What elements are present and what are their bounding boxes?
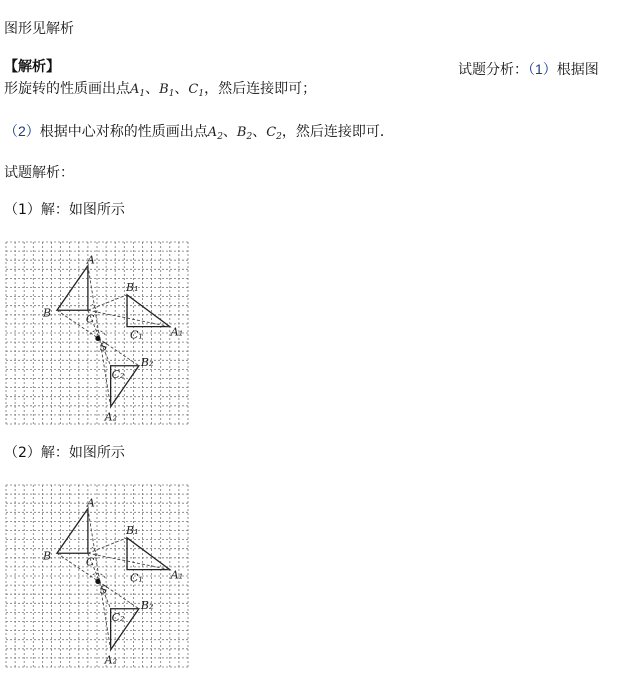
label-a2: A₂ [104, 653, 118, 667]
separator: 、 [174, 81, 189, 97]
analysis-p2-row [4, 122, 394, 143]
solution-title: 试题解析： [4, 165, 74, 181]
figure-2 [2, 481, 192, 675]
construction-line-c-a1 [85, 553, 170, 569]
geometry-figure-1 [2, 238, 192, 428]
grid [6, 242, 188, 424]
label-a1: A₁ [170, 325, 184, 339]
label-b2: B₂ [140, 598, 154, 612]
label-c: C [85, 312, 95, 326]
label-b: B [42, 306, 52, 320]
point-a2-label: $A_2$ [207, 125, 223, 142]
point-b1-label: $B_1$ [159, 82, 175, 99]
geometry-figure-2 [2, 481, 192, 671]
solution-part1: （1）解：如图所示 [4, 202, 125, 218]
label-a1: A₁ [170, 568, 184, 582]
analysis-p2-text: 根据中心对称的性质画出点 [39, 124, 208, 140]
analysis-intro: 试题分析： [458, 62, 528, 78]
separator: 、 [222, 124, 237, 140]
point-c1-label: $C_1$ [188, 82, 205, 99]
analysis-p1-head: 根据图 [556, 62, 599, 78]
label-b1: B₁ [126, 523, 139, 537]
solution-part2: （2）解：如图所示 [4, 445, 125, 461]
figure-1 [2, 238, 192, 432]
point-a1-label: $A_1$ [130, 82, 146, 99]
label-b2: B₂ [140, 355, 154, 369]
label-a: A [86, 496, 95, 510]
label-c1: C₁ [130, 571, 143, 585]
label-s: S [99, 340, 108, 354]
analysis-intro-row [458, 60, 599, 79]
analysis-p2-end: ，然后连接即可． [281, 124, 394, 140]
separator: 、 [145, 81, 160, 97]
label-a2: A₂ [104, 410, 118, 424]
analysis-label: 【解析】 [4, 59, 60, 75]
separator: 、 [252, 124, 267, 140]
label-c2: C₂ [111, 610, 125, 624]
triangle-abc [57, 266, 88, 311]
label-c2: C₂ [111, 367, 125, 381]
analysis-p2-num: （2） [4, 123, 40, 139]
construction-line-a [85, 266, 111, 407]
label-c1: C₁ [130, 328, 143, 342]
label-c: C [85, 555, 95, 569]
label-s: S [99, 583, 108, 597]
construction-line-a [85, 509, 111, 650]
label-a: A [86, 253, 95, 267]
analysis-p1-num: （1） [528, 61, 557, 77]
construction-line-c-a1 [85, 310, 170, 326]
analysis-p1-end: ，然后连接即可； [204, 81, 317, 97]
grid [6, 485, 188, 667]
label-b1: B₁ [126, 280, 139, 294]
answer-line: 图形见解析 [4, 21, 74, 37]
point-c2-label: $C_2$ [266, 125, 282, 142]
analysis-p1-text: 形旋转的性质画出点 [4, 81, 130, 97]
label-b: B [42, 549, 52, 563]
analysis-p1-row [4, 80, 316, 100]
triangle-abc [57, 509, 88, 554]
point-b2-label: $B_2$ [236, 125, 253, 142]
